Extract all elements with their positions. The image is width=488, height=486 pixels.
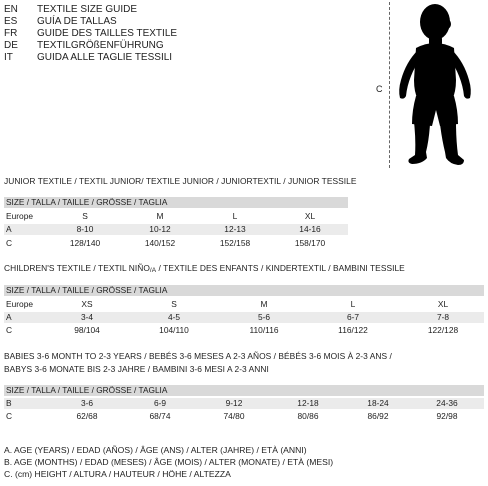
table-row-a — [4, 224, 348, 235]
child-silhouette-icon — [392, 0, 482, 172]
table-cell: XL — [304, 211, 316, 221]
table-row-c — [4, 325, 484, 336]
language-code: FR — [4, 28, 18, 39]
guide-title: GUIDA ALLE TAGLIE TESSILI — [37, 52, 173, 63]
junior-section-title: JUNIOR TEXTILE / TEXTIL JUNIOR/ TEXTILE JUNIOR / JUNIORTEXTIL / JUNIOR TESSILE — [4, 176, 357, 186]
table-cell: 140/152 — [144, 238, 176, 248]
table-cell: 24-36 — [436, 398, 458, 408]
guide-title: GUÍA DE TALLAS — [37, 16, 117, 27]
row-label: C — [6, 411, 13, 421]
table-cell: 12-13 — [224, 224, 246, 234]
table-cell: L — [350, 299, 356, 309]
table-cell: 80/86 — [297, 411, 319, 421]
legend-item-c: C. (cm) HEIGHT / ALTURA / HAUTEUR / HÖHE / ALTEZZA — [4, 469, 231, 479]
guide-title: TEXTILE SIZE GUIDE — [37, 4, 138, 15]
language-row-fr — [4, 28, 177, 40]
table-cell: 98/104 — [74, 325, 100, 335]
table-cell: M — [156, 211, 164, 221]
table-cell: 18-24 — [367, 398, 389, 408]
table-cell: 5-6 — [257, 312, 271, 322]
table-cell: 62/68 — [76, 411, 98, 421]
table-cell: 110/116 — [249, 325, 279, 335]
row-label: B — [6, 398, 12, 408]
language-row-de — [4, 40, 177, 52]
babies-size-header: SIZE / TALLA / TAILLE / GRÖSSE / TAGLIA — [4, 385, 484, 396]
height-marker-label: C — [376, 84, 383, 94]
table-cell: 9-12 — [225, 398, 243, 408]
language-code: EN — [4, 4, 18, 15]
children-size-header: SIZE / TALLA / TAILLE / GRÖSSE / TAGLIA — [4, 285, 484, 296]
table-cell: 152/158 — [219, 238, 251, 248]
legend-item-a: A. AGE (YEARS) / EDAD (AÑOS) / ÂGE (ANS) / ALTER (JAHRE) / ETÀ (ANNI) — [4, 445, 307, 455]
guide-title: TEXTILGRÖßENFÜHRUNG — [37, 40, 164, 51]
language-code: ES — [4, 16, 18, 27]
table-cell: L — [232, 211, 238, 221]
language-row-es — [4, 16, 177, 28]
row-label: C — [6, 238, 13, 248]
table-cell: 122/128 — [427, 325, 459, 335]
junior-size-header: SIZE / TALLA / TAILLE / GRÖSSE / TAGLIA — [4, 197, 348, 208]
language-row-it — [4, 52, 177, 64]
table-cell: 92/98 — [436, 411, 458, 421]
table-cell: XS — [81, 299, 93, 309]
guide-title: GUIDE DES TAILLES TEXTILE — [37, 28, 178, 39]
row-label: A — [6, 312, 12, 322]
babies-section-title-line2: BABYS 3-6 MONATE BIS 2-3 JAHRE / BAMBINI 3-6 MESI A 2-3 ANNI — [4, 364, 269, 374]
title-subscript: /A — [149, 267, 157, 274]
row-label: Europe — [6, 211, 34, 221]
table-cell: 104/110 — [159, 325, 189, 335]
language-code: IT — [4, 52, 13, 63]
row-label: A — [6, 224, 12, 234]
table-cell: S — [82, 211, 88, 221]
children-section-title — [4, 263, 405, 274]
table-cell: 7-8 — [436, 312, 450, 322]
table-cell: 3-4 — [80, 312, 94, 322]
title-part: CHILDREN'S TEXTILE / TEXTIL NIÑO — [4, 263, 150, 273]
babies-section-title: BABIES 3-6 MONTH TO 2-3 YEARS / BEBÉS 3-6 MESES A 2-3 AÑOS / BÉBÉS 3-6 MOIS À 2-3 ANS / — [4, 351, 392, 361]
table-row-c — [4, 238, 348, 249]
title-part: / TEXTILE DES ENFANTS / KINDERTEXTIL / BAMBINI TESSILE — [156, 263, 405, 273]
height-measure-line — [389, 2, 390, 168]
table-cell: M — [260, 299, 268, 309]
legend-item-b: B. AGE (MONTHS) / EDAD (MESES) / ÂGE (MOIS) / ALTER (MONATE) / ETÀ (MESI) — [4, 457, 334, 467]
table-cell: 14-16 — [299, 224, 321, 234]
table-cell: 68/74 — [149, 411, 171, 421]
table-cell: 74/80 — [223, 411, 245, 421]
table-row-b — [4, 398, 484, 409]
table-row-europe — [4, 211, 348, 222]
row-label: C — [6, 325, 13, 335]
language-code: DE — [4, 40, 18, 51]
table-row-a — [4, 312, 484, 323]
language-row-en — [4, 4, 177, 16]
table-cell: 128/140 — [69, 238, 101, 248]
row-label: Europe — [6, 299, 34, 309]
table-row-europe — [4, 299, 484, 310]
table-cell: 12-18 — [297, 398, 319, 408]
legend — [4, 444, 333, 480]
table-cell: 3-6 — [80, 398, 94, 408]
language-list — [4, 4, 177, 64]
table-cell: 4-5 — [167, 312, 181, 322]
table-cell: 6-7 — [346, 312, 360, 322]
table-cell: 8-10 — [76, 224, 94, 234]
table-cell: S — [171, 299, 177, 309]
table-cell: 86/92 — [367, 411, 389, 421]
table-row-c — [4, 411, 484, 422]
table-cell: 116/122 — [338, 325, 368, 335]
table-cell: 6-9 — [153, 398, 167, 408]
table-cell: 10-12 — [149, 224, 171, 234]
table-cell: 158/170 — [294, 238, 326, 248]
table-cell: XL — [437, 299, 449, 309]
